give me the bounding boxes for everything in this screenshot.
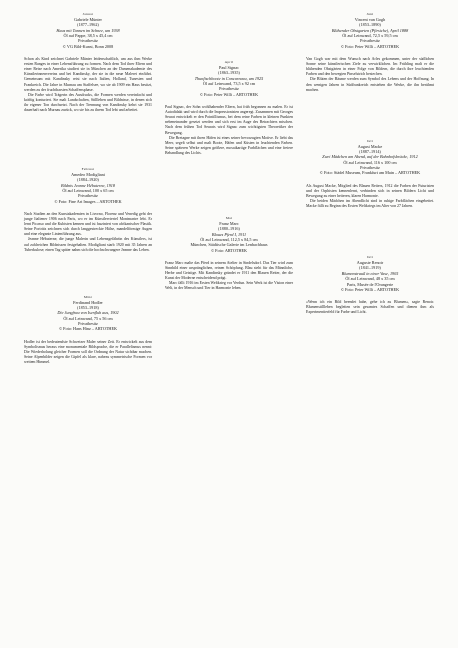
entry-header bbox=[306, 139, 434, 176]
photo-credit: © VG Bild-Kunst, Bonn 2008 bbox=[62, 43, 114, 49]
artist-dates: (1853–1890) bbox=[359, 22, 381, 28]
entry-text bbox=[306, 57, 434, 93]
artist-name: Amedeo Modigliani bbox=[71, 171, 105, 177]
entry-text bbox=[24, 57, 152, 113]
entry-text bbox=[306, 184, 434, 209]
photo-credit: © Foto: Peter Willi – ARTOTHEK bbox=[199, 91, 259, 97]
paragraph: Schon als Kind zeichnet Gabriele Münter leidenschaftlich, um aus ihm Werke ersten Ranges in einer Lebensführung zu formen. Nach dem Tod ihrer Eltern und einer Reise nach Amerika studiert sie in München an der Damenakademie des Künstlerinnenvereins und bei Kandinsky, der sie in die neue Malerei einführt. Gemeinsam mit Kandinsky reist sie nach Italien, Holland, Tunesien und Frankreich. Die Jahre in Murnau am Staffelsee, wo sie ab 1909 ein Haus besitzt, werden zu der fruchtbarsten Schaffensphase. bbox=[24, 57, 152, 92]
entry-header bbox=[165, 216, 293, 253]
paragraph: Die Farbe wird Trägerin des Ausdrucks, die Formen werden vereinfacht und kräftig konturiert. Sie malt Landschaften, Stillleben und Bildnisse, in denen sich ihr eigener Ton durchsetzt. Nach der Trennung von Kandinsky kehrt sie 1931 dauerhaft nach Murnau zurück, wo sie bis zu ihrem Tod lebt und arbeitet. bbox=[24, 92, 152, 112]
paragraph: Jeanne Hébuterne, die junge Malerin und Lebensgefährtin des Künstlers, ist auf zahlreichen Bildnissen festgehalten. Modigliani starb 1920 mit 35 Jahren an Tuberkulose; einen Tag später nahm sich die hochschwangere Jeanne das Leben. bbox=[24, 237, 152, 252]
month-label: Juni bbox=[366, 12, 374, 16]
artwork-medium: Öl auf Leinwand, 75 x 56 cm bbox=[63, 315, 113, 321]
artist-dates: (1880–1916) bbox=[218, 226, 240, 232]
paragraph: Marc fällt 1916 im Ersten Weltkrieg vor Verdun. Sein Werk ist die Vision einer Welt, in der Mensch und Tier in Harmonie leben. bbox=[165, 281, 293, 291]
artwork-collection: Privatbesitz bbox=[219, 86, 239, 92]
artwork-title: Die Jungfrau von Isenfluh aus, 1902 bbox=[57, 310, 119, 316]
entry-text bbox=[24, 212, 152, 253]
artwork-medium: Öl auf Pappe, 38,5 x 45,4 cm bbox=[63, 32, 113, 38]
artwork-title: Blumenstrauß in einer Vase, 1905 bbox=[341, 270, 399, 276]
artwork-title: Blaues Pferd I, 1911 bbox=[211, 231, 247, 237]
paragraph: »Wenn ich ein Bild beendet habe, gehe ich zu Blumen«, sagte Renoir. Blumenstillleben begleiten sein gesamtes Schaffen und dienen ihm als Experimentierfeld für Farbe und Licht. bbox=[306, 300, 434, 315]
artwork-collection: Privatbesitz bbox=[360, 165, 380, 171]
artwork-collection: Privatbesitz bbox=[78, 321, 98, 327]
artist-name: Auguste Renoir bbox=[356, 260, 384, 266]
entry-header bbox=[306, 12, 434, 49]
artwork-collection: München, Städtische Galerie im Lenbachhaus bbox=[190, 242, 268, 248]
entry-text bbox=[165, 261, 293, 291]
column-3 bbox=[306, 12, 434, 316]
paragraph: Paul Signac, der Sohn wohlhabender Eltern, hat früh begonnen zu malen. Er ist Autodidakt und wird durch die Impressionisten angeregt. Zusammen mit Georges Seurat entwickelt er den Pointillismus, bei dem reine Farben in kleinen Punkten nebeneinander gesetzt werden und sich erst im Auge des Betrachters mischen. Nach dem frühen Tod Seurats wird Signac zum wichtigsten Theoretiker der Bewegung. bbox=[165, 105, 293, 135]
artwork-collection: Privatbesitz bbox=[78, 193, 98, 199]
entry-header bbox=[24, 167, 152, 204]
artwork-medium: Öl auf Leinwand, 112,5 x 84,5 cm bbox=[200, 236, 258, 242]
artist-name: Paul Signac bbox=[219, 64, 239, 70]
month-label: Januar bbox=[82, 12, 94, 16]
artist-name: Franz Marc bbox=[219, 220, 239, 226]
entry-header bbox=[24, 12, 152, 49]
artist-name: Gabriele Münter bbox=[74, 16, 102, 22]
paragraph: Hodler ist der bedeutendste Schweizer Maler seiner Zeit. Er entwickelt aus dem Symbolismus heraus eine monumentale Bildsprache, die er Parallelismus nennt: Die Wiederholung gleicher Formen soll die Ordnung der Natur sichtbar machen. Seine Alpenbilder zeigen die Gipfel als klare, nahezu symmetrische Formen vor weitem Himmel. bbox=[24, 339, 152, 365]
artist-dates: (1884–1920) bbox=[77, 177, 99, 183]
entry-header bbox=[165, 60, 293, 97]
photo-credit: © Foto: Peter Willi – ARTOTHEK bbox=[340, 286, 400, 292]
entry-header bbox=[24, 295, 152, 332]
artist-dates: (1841–1919) bbox=[359, 265, 381, 271]
artwork-title: Blühender Obstgarten (Pfirsiche), April 1888 bbox=[331, 27, 409, 33]
artwork-medium: Öl auf Leinwand, 100 x 65 cm bbox=[62, 187, 114, 193]
paragraph: Van Gogh war mit dem Wunsch nach Arles gekommen, unter der südlichen Sonne seine künstlerischen Ziele zu verwirklichen. Im Frühling malt er die blühenden Obstgärten in einer Folge von Bildern, die durch ihre leuchtenden Farben und den bewegten Pinselstrich bestechen. bbox=[306, 57, 434, 77]
photo-credit: © Foto: ARTOTHEK bbox=[210, 247, 248, 253]
month-label: Mai bbox=[225, 215, 233, 220]
artist-name: August Macke bbox=[357, 143, 383, 149]
artwork-medium: Öl auf Leinwand, 48 x 35 cm bbox=[345, 276, 395, 282]
paragraph: Franz Marc malte das Pferd in seinem Atelier in Sindelsdorf. Das Tier wird zum Sinnbild einer ursprünglichen, reinen Schöpfung. Blau steht für das Männliche, Herbe und Geistige. Mit Kandinsky gründet er 1911 den Blauen Reiter, der die Kunst der Moderne entscheidend prägt. bbox=[165, 261, 293, 281]
paragraph: Nach Studien an den Kunstakademien in Livorno, Florenz und Venedig geht der junge Italiener 1906 nach Paris, wo er im Künstlerviertel Montmartre lebt. Er lernt Picasso und die Kubisten kennen und ist fasziniert von afrikanischer Plastik. Seine Porträts zeichnen sich durch langgestreckte Hälse, mandelförmige Augen und eine elegante Linienführung aus. bbox=[24, 212, 152, 237]
artist-name: Ferdinand Hodler bbox=[73, 299, 103, 305]
column-1 bbox=[24, 12, 152, 365]
column-2 bbox=[165, 12, 293, 291]
artist-dates: (1877–1962) bbox=[77, 22, 99, 28]
photo-credit: © Foto: Hans Hinz – ARTOTHEK bbox=[58, 326, 118, 332]
artwork-medium: Öl auf Leinwand, 73,5 x 92 cm bbox=[202, 80, 256, 86]
month-label: Juli bbox=[366, 138, 374, 143]
artwork-title: Thunfischboote in Concarneau, um 1925 bbox=[194, 75, 264, 81]
artwork-title: Zwei Mädchen am Abend, auf der Bahnhofsbrücke, 1912 bbox=[322, 154, 418, 160]
month-label: Februar bbox=[81, 166, 95, 171]
entry-text bbox=[24, 340, 152, 365]
photo-credit: © Foto: Fine Art Images – ARTOTHEK bbox=[54, 198, 122, 204]
photo-credit: © Foto: Peter Willi – ARTOTHEK bbox=[340, 43, 400, 49]
artist-dates: (1853–1918) bbox=[77, 304, 99, 310]
paragraph: Die beiden Mädchen im Abendlicht sind in ruhige Farbflächen eingebettet. Macke fällt zu Beginn des Ersten Weltkriegs im Alter von 27 Jahren. bbox=[306, 199, 434, 209]
entry-text bbox=[306, 300, 434, 315]
month-label: März bbox=[83, 294, 93, 299]
artwork-title: Bildnis Jeanne Hébuterne, 1918 bbox=[61, 182, 115, 188]
paragraph: Die Blüten der Bäume werden zum Symbol des Lebens und der Hoffnung. In den wenigen Jahren in Südfrankreich entstehen die Werke, die ihn berühmt machen. bbox=[306, 77, 434, 92]
artwork-collection: Privatbesitz bbox=[78, 38, 98, 44]
photo-credit: © Foto: Städel Museum, Frankfurt am Main – ARTOTHEK bbox=[319, 170, 421, 176]
paragraph: Als August Macke, Mitglied des Blauen Reiters, 1912 die Farben der Futuristen und der Orphisten kennenlernt, verbinden sich in seinen Bildern Licht und Bewegung zu einer heiteren, klaren Harmonie. bbox=[306, 183, 434, 198]
artist-dates: (1887–1914) bbox=[359, 148, 381, 154]
entry-text bbox=[165, 105, 293, 156]
artwork-collection: Paris, Musée de l'Orangerie bbox=[346, 281, 394, 287]
month-label: Juli bbox=[366, 255, 374, 260]
artwork-collection: Privatbesitz bbox=[360, 38, 380, 44]
paragraph: Die Bretagne mit ihren Häfen ist eines seiner bevorzugten Motive. Er liebt das Meer, segelt selbst und malt Boote, Häfen und Küsten in leuchtenden Farben. Seine späteren Werke zeigen größere, mosaikartige Farbflächen und eine freiere Behandlung des Lichts. bbox=[165, 135, 293, 155]
month-label: April bbox=[224, 60, 234, 64]
artist-dates: (1863–1935) bbox=[218, 70, 240, 76]
entry-header bbox=[306, 255, 434, 292]
artwork-medium: Öl auf Leinwand, 72,5 x 59,5 cm bbox=[342, 32, 398, 38]
artwork-medium: Öl auf Leinwand, 116 x 100 cm bbox=[343, 159, 397, 165]
artwork-title: Haus mit Tannen im Schnee, um 1938 bbox=[56, 27, 120, 33]
artist-name: Vincent van Gogh bbox=[354, 16, 386, 22]
